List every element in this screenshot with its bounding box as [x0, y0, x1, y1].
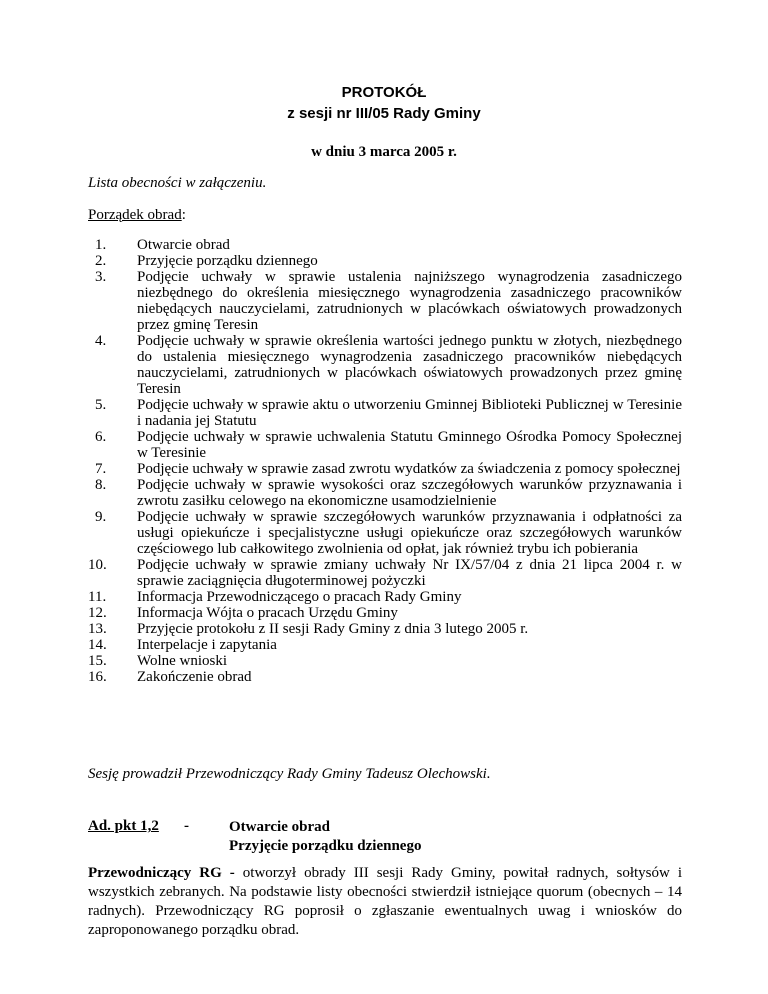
list-item-text: Podjęcie uchwały w sprawie wysokości oraz szczegółowych warunków przyznawania i zwrotu zasiłku celowego na ekonomiczne usamodzielnienie — [137, 477, 682, 509]
list-item — [88, 397, 682, 429]
agenda-point-topics — [229, 818, 421, 856]
session-chair-note: Sesję prowadził Przewodniczący Rady Gminy Tadeusz Olechowski. — [88, 766, 491, 782]
list-item-number: 15. — [88, 653, 107, 669]
list-item-number: 8. — [95, 477, 107, 493]
list-item-text: Podjęcie uchwały w sprawie określenia wartości jednego punktu w złotych, niezbędnego do ustalenia miesięcznego wynagrodzenia zasadniczego pracowników niebędących nauczycielami, zatrudnionych w placówkach oświatowych prowadzonych przez gminę Teresin — [137, 333, 682, 397]
list-item-text: Podjęcie uchwały w sprawie szczegółowych warunków przyznawania i odpłatności za usługi opiekuńcze i specjalistyczne usługi opiekuńcze oraz szczegółowych warunków częściowego lub całkowitego zwolnienia od opłat, jak również trybu ich pobierania — [137, 509, 682, 557]
list-item-text: Informacja Wójta o pracach Urzędu Gminy — [137, 605, 398, 621]
list-item — [88, 589, 682, 605]
agenda-point-label: Ad. pkt 1,2 — [88, 818, 159, 834]
list-item — [88, 333, 682, 397]
agenda-point-heading — [88, 818, 189, 835]
list-item-text: Interpelacje i zapytania — [137, 637, 277, 653]
list-item-text: Podjęcie uchwały w sprawie aktu o utworzeniu Gminnej Biblioteki Publicznej w Teresinie i nadania jej Statutu — [137, 397, 682, 429]
list-item — [88, 429, 682, 461]
list-item-number: 12. — [88, 605, 107, 621]
list-item-text: Podjęcie uchwały w sprawie zasad zwrotu wydatków za świadczenia z pomocy społecznej — [137, 461, 681, 477]
list-item-number: 6. — [95, 429, 107, 445]
list-item-text: Podjęcie uchwały w sprawie zmiany uchwały Nr IX/57/04 z dnia 21 lipca 2004 r. w sprawie zaciągnięcia długoterminowej pożyczki — [137, 557, 682, 589]
list-item-number: 2. — [95, 253, 107, 269]
list-item-text: Zakończenie obrad — [137, 669, 252, 685]
list-item-number: 4. — [95, 333, 107, 349]
list-item-text: Przyjęcie protokołu z II sesji Rady Gminy z dnia 3 lutego 2005 r. — [137, 621, 529, 637]
list-item — [88, 557, 682, 589]
agenda-point-topic-2: Przyjęcie porządku dziennego — [229, 838, 422, 854]
agenda-heading-colon: : — [181, 207, 186, 223]
list-item-number: 14. — [88, 637, 107, 653]
document-title: PROTOKÓŁ — [341, 84, 427, 101]
agenda-point-topic-1: Otwarcie obrad — [229, 819, 330, 835]
list-item — [88, 269, 682, 333]
list-item — [88, 653, 682, 669]
list-item-number: 7. — [95, 461, 107, 477]
list-item-text: Wolne wnioski — [137, 653, 228, 669]
list-item — [88, 621, 682, 637]
list-item-text: Podjęcie uchwały w sprawie uchwalenia Statutu Gminnego Ośrodka Pomocy Społecznej w Teresinie — [137, 429, 682, 461]
list-item-number: 3. — [95, 269, 107, 285]
list-item-text: Otwarcie obrad — [137, 237, 230, 253]
agenda-heading-label: Porządek obrad — [88, 207, 182, 223]
list-item-text: Przyjęcie porządku dziennego — [137, 253, 318, 269]
list-item-number: 1. — [95, 237, 107, 253]
minutes-paragraph — [88, 864, 682, 940]
list-item-number: 5. — [95, 397, 107, 413]
document-subtitle: z sesji nr III/05 Rady Gminy — [287, 105, 481, 122]
list-item — [88, 637, 682, 653]
paragraph-text: otworzył obrady III sesji Rady Gminy, powitał radnych, sołtysów i wszystkich zebranych. Na podstawie listy obecności stwierdził istniejące quorum (obecnych – 14 radnych). Przewodniczący RG poprosił o zgłaszanie ewentualnych uwag i wniosków do zaproponowanego porządku obrad. — [88, 865, 682, 938]
list-item — [88, 477, 682, 509]
list-item-number: 9. — [95, 509, 107, 525]
list-item-text: Informacja Przewodniczącego o pracach Rady Gminy — [137, 589, 462, 605]
list-item — [88, 669, 682, 685]
speaker-label: Przewodniczący RG - — [88, 865, 235, 881]
list-item — [88, 509, 682, 557]
session-date: w dniu 3 marca 2005 r. — [311, 144, 457, 160]
list-item-number: 10. — [88, 557, 107, 573]
agenda-list — [88, 237, 682, 685]
list-item-text: Podjęcie uchwały w sprawie ustalenia najniższego wynagrodzenia zasadniczego niezbędnego do określenia miesięcznego wynagrodzenia zasadniczego pracowników niebędących nauczycielami, zatrudnionych w placówkach oświatowych prowadzonych przez gminę Teresin — [137, 269, 682, 333]
list-item — [88, 253, 682, 269]
attendance-note: Lista obecności w załączeniu. — [88, 175, 267, 191]
agenda-heading — [88, 206, 186, 225]
list-item — [88, 461, 682, 477]
agenda-point-dash: - — [184, 818, 189, 834]
list-item-number: 16. — [88, 669, 107, 685]
list-item-number: 13. — [88, 621, 107, 637]
list-item — [88, 237, 682, 253]
list-item — [88, 605, 682, 621]
list-item-number: 11. — [88, 589, 107, 605]
